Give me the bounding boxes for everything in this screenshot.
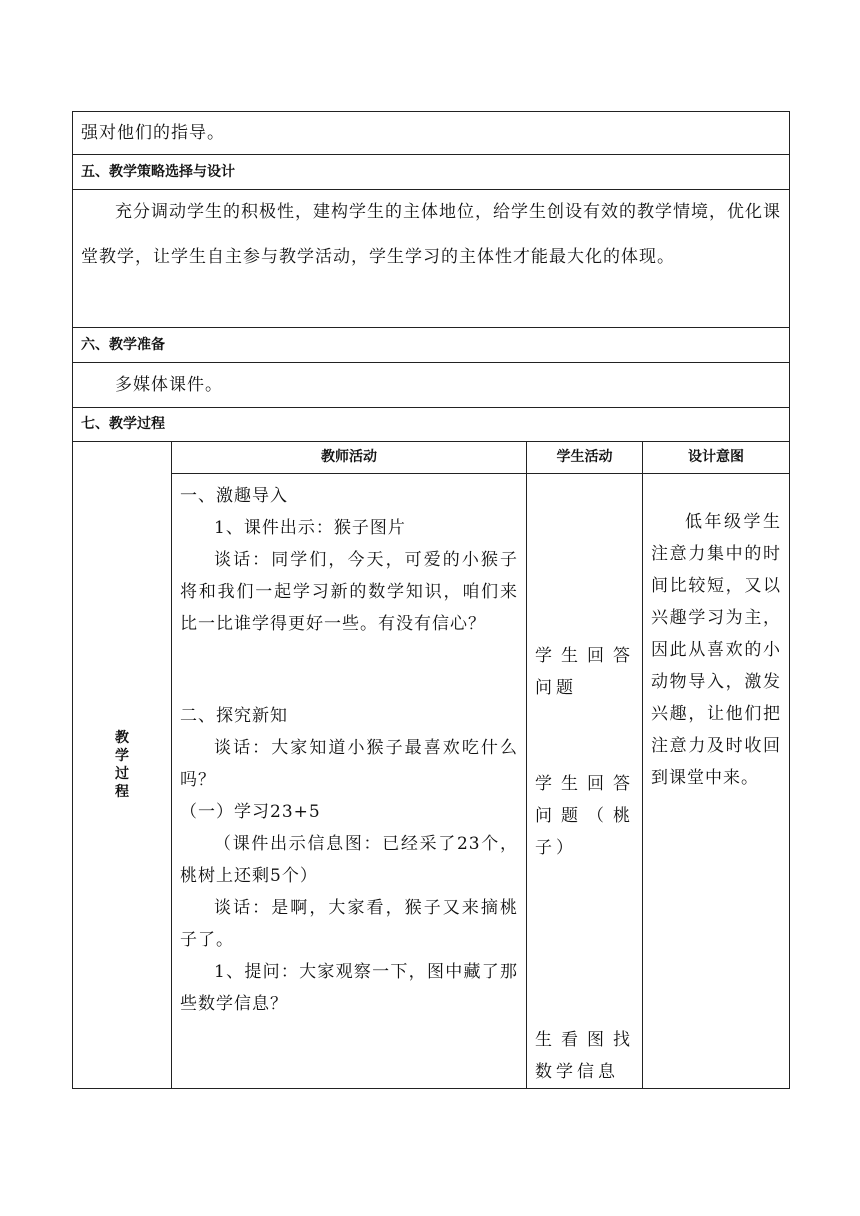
teacher-line: 1、课件出示：猴子图片 bbox=[214, 518, 406, 538]
student-activity-cell bbox=[527, 474, 643, 1089]
process-content-row bbox=[73, 474, 790, 1089]
teacher-line: 谈话：大家知道小猴子最喜欢吃什么吗？ bbox=[180, 738, 518, 790]
continued-text: 强对他们的指导。 bbox=[73, 112, 790, 155]
teacher-spacer bbox=[180, 640, 518, 700]
student-line: 生看图找数学信息 bbox=[535, 1030, 634, 1082]
lesson-plan-page bbox=[72, 111, 789, 1089]
student-activity-header: 学生活动 bbox=[527, 442, 643, 474]
student-line: 学生回答问题（桃子） bbox=[535, 774, 634, 858]
teacher-line: 一、激趣导入 bbox=[180, 486, 288, 506]
teacher-line: （课件出示信息图：已经采了23个，桃树上还剩5个） bbox=[180, 834, 518, 886]
continued-text-row bbox=[73, 112, 790, 155]
side-label-char: 教 bbox=[115, 730, 129, 746]
teacher-line: 1、提问：大家观察一下，图中藏了那些数学信息？ bbox=[180, 962, 518, 1014]
section6-body: 多媒体课件。 bbox=[73, 363, 790, 408]
side-label-char: 过 bbox=[115, 766, 129, 782]
section5-body-row bbox=[73, 190, 790, 328]
section7-heading: 七、教学过程 bbox=[73, 408, 790, 442]
process-side-label bbox=[73, 442, 172, 1089]
process-header-row bbox=[73, 442, 790, 474]
side-label-char: 学 bbox=[115, 748, 129, 764]
teacher-activity-cell bbox=[172, 474, 527, 1089]
section6-heading-row bbox=[73, 328, 790, 363]
section6-body-row bbox=[73, 363, 790, 408]
design-intent-header: 设计意图 bbox=[643, 442, 790, 474]
student-line: 学生回答问题 bbox=[535, 646, 634, 698]
section5-heading-row bbox=[73, 155, 790, 190]
section5-heading: 五、教学策略选择与设计 bbox=[73, 155, 790, 190]
student-spacer bbox=[535, 480, 634, 640]
lesson-plan-table bbox=[72, 111, 790, 1089]
design-intent-cell bbox=[643, 474, 790, 1089]
teacher-line: 谈话：是啊，大家看，猴子又来摘桃子了。 bbox=[180, 898, 518, 950]
teacher-line: （一）学习23+5 bbox=[180, 802, 321, 822]
teacher-line: 谈话：同学们，今天，可爱的小猴子将和我们一起学习新的数学知识，咱们来比一比谁学得更好一些。有没有信心？ bbox=[180, 550, 518, 634]
side-label-char: 程 bbox=[115, 784, 129, 800]
teacher-line: 二、探究新知 bbox=[180, 706, 288, 726]
section6-heading: 六、教学准备 bbox=[73, 328, 790, 363]
teacher-activity-header: 教师活动 bbox=[172, 442, 527, 474]
design-spacer bbox=[651, 480, 781, 506]
section7-heading-row bbox=[73, 408, 790, 442]
design-text: 低年级学生注意力集中的时间比较短，又以兴趣学习为主，因此从喜欢的小动物导入，激发兴趣，让他们把注意力及时收回到课堂中来。 bbox=[651, 512, 781, 788]
student-spacer bbox=[535, 704, 634, 768]
student-spacer bbox=[535, 864, 634, 1024]
section5-body: 充分调动学生的积极性，建构学生的主体地位，给学生创设有效的教学情境，优化课堂教学，让学生自主参与教学活动，学生学习的主体性才能最大化的体现。 bbox=[73, 190, 790, 328]
